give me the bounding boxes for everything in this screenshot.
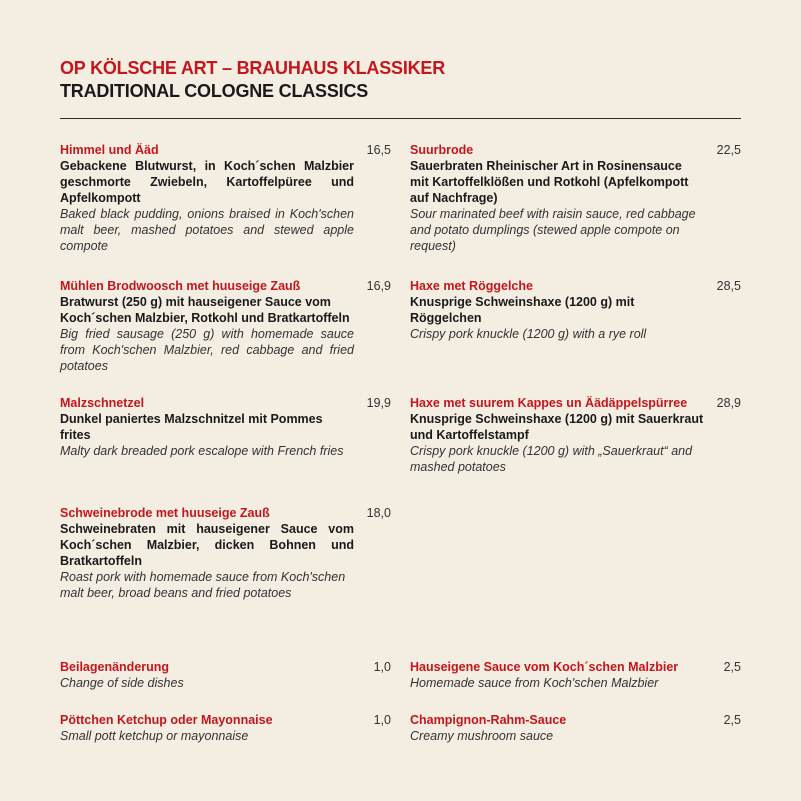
dish-price: 16,5 (366, 143, 391, 157)
dish-description-de: Knusprige Schweinshaxe (1200 g) mit Sauerkraut und Kartoffelstampf (410, 412, 704, 442)
dish-name: Mühlen Brodwoosch met huuseige Zauß (60, 279, 301, 293)
dish-price: 18,0 (366, 506, 391, 520)
extra-name: Beilagenänderung (60, 660, 170, 674)
dish-description-de: Dunkel paniertes Malzschnitzel mit Pommes frites (60, 412, 323, 442)
extra-name: Pöttchen Ketchup oder Mayonnaise (60, 713, 273, 727)
dish-price: 22,5 (716, 143, 741, 157)
dish-name: Haxe met Röggelche (410, 279, 533, 293)
dish-name: Suurbrode (410, 143, 474, 157)
dish-description-de: Bratwurst (250 g) mit hauseigener Sauce vom Koch´schen Malzbier, Rotkohl und Bratkartoffeln (60, 295, 350, 325)
menu-item-suurbrode (410, 142, 704, 254)
dish-description-de: Gebackene Blutwurst, in Koch´schen Malzbier geschmorte Zwiebeln, Kartoffelpüree und Apfelkompott (60, 159, 354, 205)
section-subtitle: TRADITIONAL COLOGNE CLASSICS (60, 81, 369, 101)
dish-price: 28,5 (716, 279, 741, 293)
extra-price: 2,5 (723, 660, 741, 674)
divider (60, 118, 741, 119)
extra-item-champignon-sauce (410, 712, 704, 744)
extra-name: Champignon-Rahm-Sauce (410, 713, 567, 727)
menu-item-haxe-suurem-kappes (410, 395, 704, 475)
dish-price: 16,9 (366, 279, 391, 293)
dish-description-de: Knusprige Schweinshaxe (1200 g) mit Röggelchen (410, 295, 635, 325)
extra-price: 1,0 (373, 713, 391, 727)
extra-description-en: Small pott ketchup or mayonnaise (60, 729, 249, 743)
extra-price: 1,0 (373, 660, 391, 674)
section-title: OP KÖLSCHE ART – BRAUHAUS KLASSIKER (60, 58, 446, 78)
dish-description-en: Crispy pork knuckle (1200 g) with a rye roll (410, 327, 647, 341)
dish-description-en: Crispy pork knuckle (1200 g) with „Sauerkraut“ and mashed potatoes (410, 444, 693, 474)
dish-description-en: Malty dark breaded pork escalope with French fries (60, 444, 344, 458)
extra-description-en: Creamy mushroom sauce (410, 729, 554, 743)
dish-name: Haxe met suurem Kappes un Äädäppelspürree (410, 396, 688, 410)
dish-price: 19,9 (366, 396, 391, 410)
extra-item-hauseigene-sauce (410, 659, 704, 691)
menu-item-malzschnetzel (60, 395, 354, 459)
extra-description-en: Change of side dishes (60, 676, 184, 690)
menu-item-haxe-roggelche (410, 278, 704, 342)
dish-description-de: Sauerbraten Rheinischer Art in Rosinensauce mit Kartoffelklößen und Rotkohl (Apfelkompott auf Nachfrage) (410, 159, 689, 205)
dish-name: Himmel und Ääd (60, 143, 159, 157)
dish-name: Schweinebrode met huuseige Zauß (60, 506, 270, 520)
extra-description-en: Homemade sauce from Koch'schen Malzbier (410, 676, 659, 690)
dish-description-de: Schweinebraten mit hauseigener Sauce vom Koch´schen Malzbier, dicken Bohnen und Bratkartoffeln (60, 522, 354, 568)
dish-name: Malzschnetzel (60, 396, 145, 410)
dish-description-en: Sour marinated beef with raisin sauce, red cabbage and potato dumplings (stewed apple compote on request) (410, 207, 696, 253)
dish-price: 28,9 (716, 396, 741, 410)
extra-item-ketchup (60, 712, 354, 744)
menu-item-himmel-und-aad (60, 142, 354, 254)
dish-description-en: Roast pork with homemade sauce from Koch'schen malt beer, broad beans and fried potatoes (60, 570, 346, 600)
extra-item-beilagen (60, 659, 354, 691)
dish-description-en: Baked black pudding, onions braised in Koch'schen malt beer, mashed potatoes and stewed apple compote (60, 207, 354, 253)
extra-name: Hauseigene Sauce vom Koch´schen Malzbier (410, 660, 679, 674)
extra-price: 2,5 (723, 713, 741, 727)
menu-heading (60, 57, 445, 102)
menu-item-brodwoosch (60, 278, 354, 374)
menu-item-schweinebrode (60, 505, 354, 601)
dish-description-en: Big fried sausage (250 g) with homemade sauce from Koch'schen Malzbier, red cabbage and fried potatoes (60, 327, 354, 373)
